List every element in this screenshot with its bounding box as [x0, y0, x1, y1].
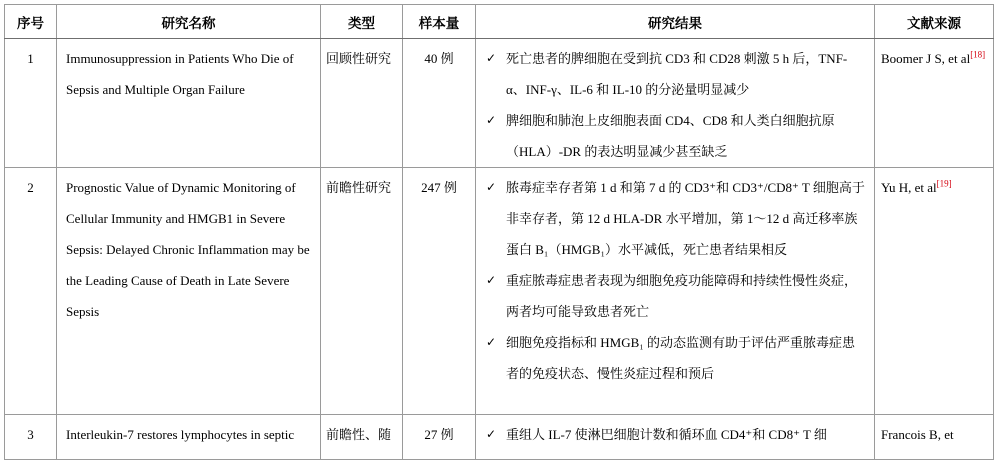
- header-index: 序号: [5, 5, 57, 39]
- check-icon: ✓: [486, 335, 497, 349]
- sample-size: 27 例: [403, 415, 476, 460]
- result-text: 细胞免疫指标和 HMGB₁ 的动态监测有助于评估严重脓毒症患者的免疫状态、慢性炎症过程和预后: [506, 335, 856, 381]
- row-index: 3: [5, 415, 57, 460]
- sample-size: 40 例: [403, 39, 476, 168]
- study-type: 前瞻性研究: [321, 168, 403, 415]
- result-text: 脾细胞和肺泡上皮细胞表面 CD4、CD8 和人类白细胞抗原（HLA）-DR 的表达明显减少甚至缺乏: [506, 113, 835, 159]
- table-row: [5, 168, 994, 415]
- header-results: 研究结果: [476, 5, 875, 39]
- study-name: Prognostic Value of Dynamic Monitoring of Cellular Immunity and HMGB1 in Severe Sepsis: Delayed Chronic Inflammation may be the Leading Cause of Death in Late Severe Sepsis: [57, 168, 321, 415]
- table-row: [5, 39, 994, 168]
- source-cell: [875, 415, 994, 460]
- result-text: 重组人 IL-7 使淋巴细胞计数和循环血 CD4⁺和 CD8⁺ T 细: [506, 427, 827, 442]
- result-item: [482, 327, 868, 389]
- study-type: 回顾性研究: [321, 39, 403, 168]
- reference-link[interactable]: [18]: [970, 49, 986, 60]
- source-text: Francois B, et: [881, 427, 954, 442]
- table-row: [5, 415, 994, 460]
- check-icon: ✓: [486, 113, 497, 127]
- header-source: 文献来源: [875, 5, 994, 39]
- header-row: [5, 5, 994, 39]
- result-item: [482, 43, 868, 105]
- check-icon: ✓: [486, 273, 497, 287]
- study-results: [476, 168, 875, 415]
- study-results: [476, 39, 875, 168]
- result-item: [482, 105, 868, 167]
- source-cell: [875, 39, 994, 168]
- header-type: 类型: [321, 5, 403, 39]
- result-text: 重症脓毒症患者表现为细胞免疫功能障碍和持续性慢性炎症，两者均可能导致患者死亡: [506, 273, 858, 319]
- result-text: 脓毒症幸存者第 1 d 和第 7 d 的 CD3⁺和 CD3⁺/CD8⁺ T 细胞高于非幸存者，第 12 d HLA-DR 水平增加，第 1～12 d 高迁移率族蛋白 B₁（HMGB₁）水平减低，死亡患者结果相反: [506, 180, 865, 257]
- reference-link[interactable]: [19]: [936, 178, 952, 189]
- study-name: Interleukin-7 restores lymphocytes in septic: [57, 415, 321, 460]
- check-icon: ✓: [486, 51, 497, 65]
- source-text: Yu H, et al: [881, 180, 937, 195]
- header-sample: 样本量: [403, 5, 476, 39]
- row-index: 2: [5, 168, 57, 415]
- study-type: 前瞻性、随: [321, 415, 403, 460]
- result-text: 死亡患者的脾细胞在受到抗 CD3 和 CD28 刺激 5 h 后，TNF-α、INF-γ、IL-6 和 IL-10 的分泌量明显减少: [506, 51, 848, 97]
- sample-size: 247 例: [403, 168, 476, 415]
- study-results: [476, 415, 875, 460]
- check-icon: ✓: [486, 427, 497, 441]
- source-cell: [875, 168, 994, 415]
- study-name: Immunosuppression in Patients Who Die of Sepsis and Multiple Organ Failure: [57, 39, 321, 168]
- studies-table: [4, 4, 994, 460]
- result-item: [482, 419, 868, 450]
- source-text: Boomer J S, et al: [881, 51, 971, 66]
- check-icon: ✓: [486, 180, 497, 194]
- result-item: [482, 265, 868, 327]
- header-name: 研究名称: [57, 5, 321, 39]
- result-item: [482, 172, 868, 265]
- row-index: 1: [5, 39, 57, 168]
